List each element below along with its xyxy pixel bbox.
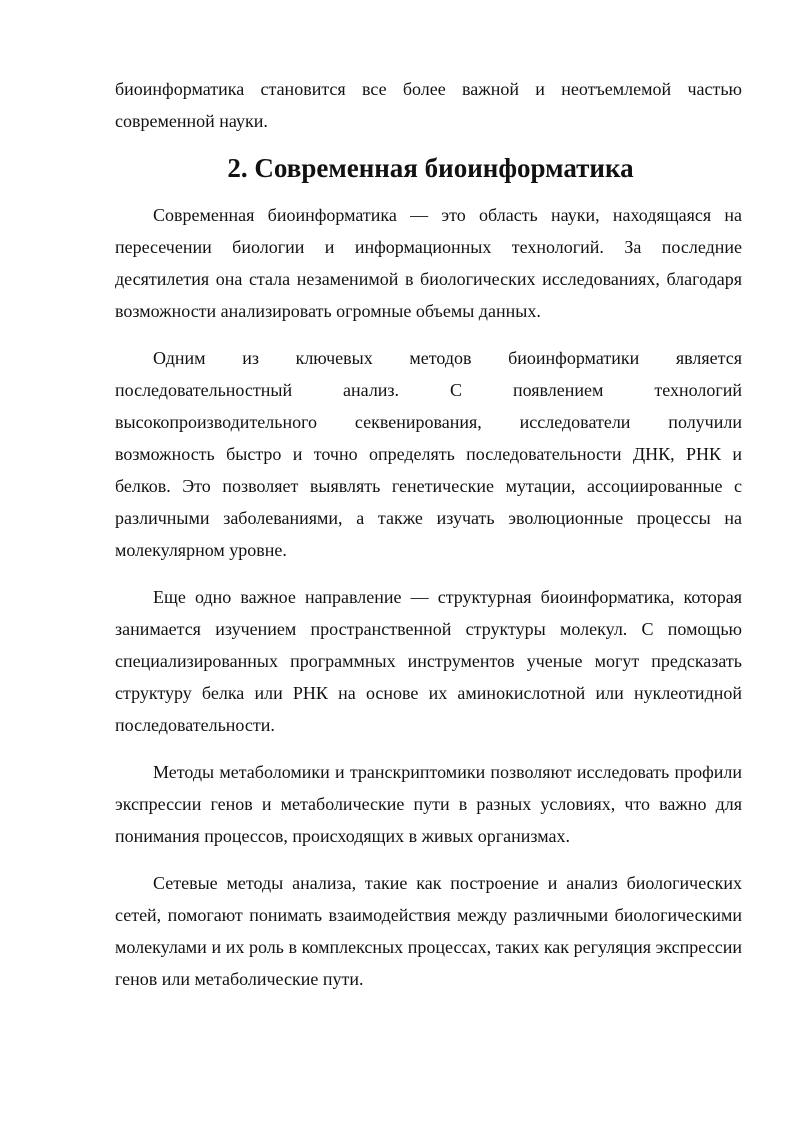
document-page (115, 73, 742, 995)
paragraph-structural-bioinformatics: Еще одно важное направление — структурная биоинформатика, которая занимается изучением пространственной структуры молекул. С помощью специализированных программных инструментов ученые могут предсказать структуру белка или РНК на основе их аминокислотной или нуклеотидной последовательности. (115, 587, 742, 735)
section-heading: 2. Современная биоинформатика (227, 153, 634, 183)
paragraph-network-methods: Сетевые методы анализа, такие как построение и анализ биологических сетей, помогают понимать взаимодействия между различными биологическими молекулами и их роль в комплексных процессах, таких как регуляция экспрессии генов или метаболические пути. (115, 873, 742, 989)
intro-paragraph: биоинформатика становится все более важной и неотъемлемой частью современной науки. (115, 79, 742, 131)
paragraph-modern-bioinformatics: Современная биоинформатика — это область науки, находящаяся на пересечении биологии и информационных технологий. За последние десятилетия она стала незаменимой в биологических исследованиях, благодаря возможности анализировать огромные объемы данных. (115, 205, 742, 321)
paragraph-metabolomics: Методы метаболомики и транскриптомики позволяют исследовать профили экспрессии генов и метаболические пути в разных условиях, что важно для понимания процессов, происходящих в живых организмах. (115, 762, 742, 846)
paragraph-sequence-analysis: Одним из ключевых методов биоинформатики является последовательностный анализ. С появлением технологий высокопроизводительного секвенирования, исследователи получили возможность быстро и точно определять последовательности ДНК, РНК и белков. Это позволяет выявлять генетические мутации, ассоциированные с различными заболеваниями, а также изучать эволюционные процессы на молекулярном уровне. (115, 348, 742, 560)
